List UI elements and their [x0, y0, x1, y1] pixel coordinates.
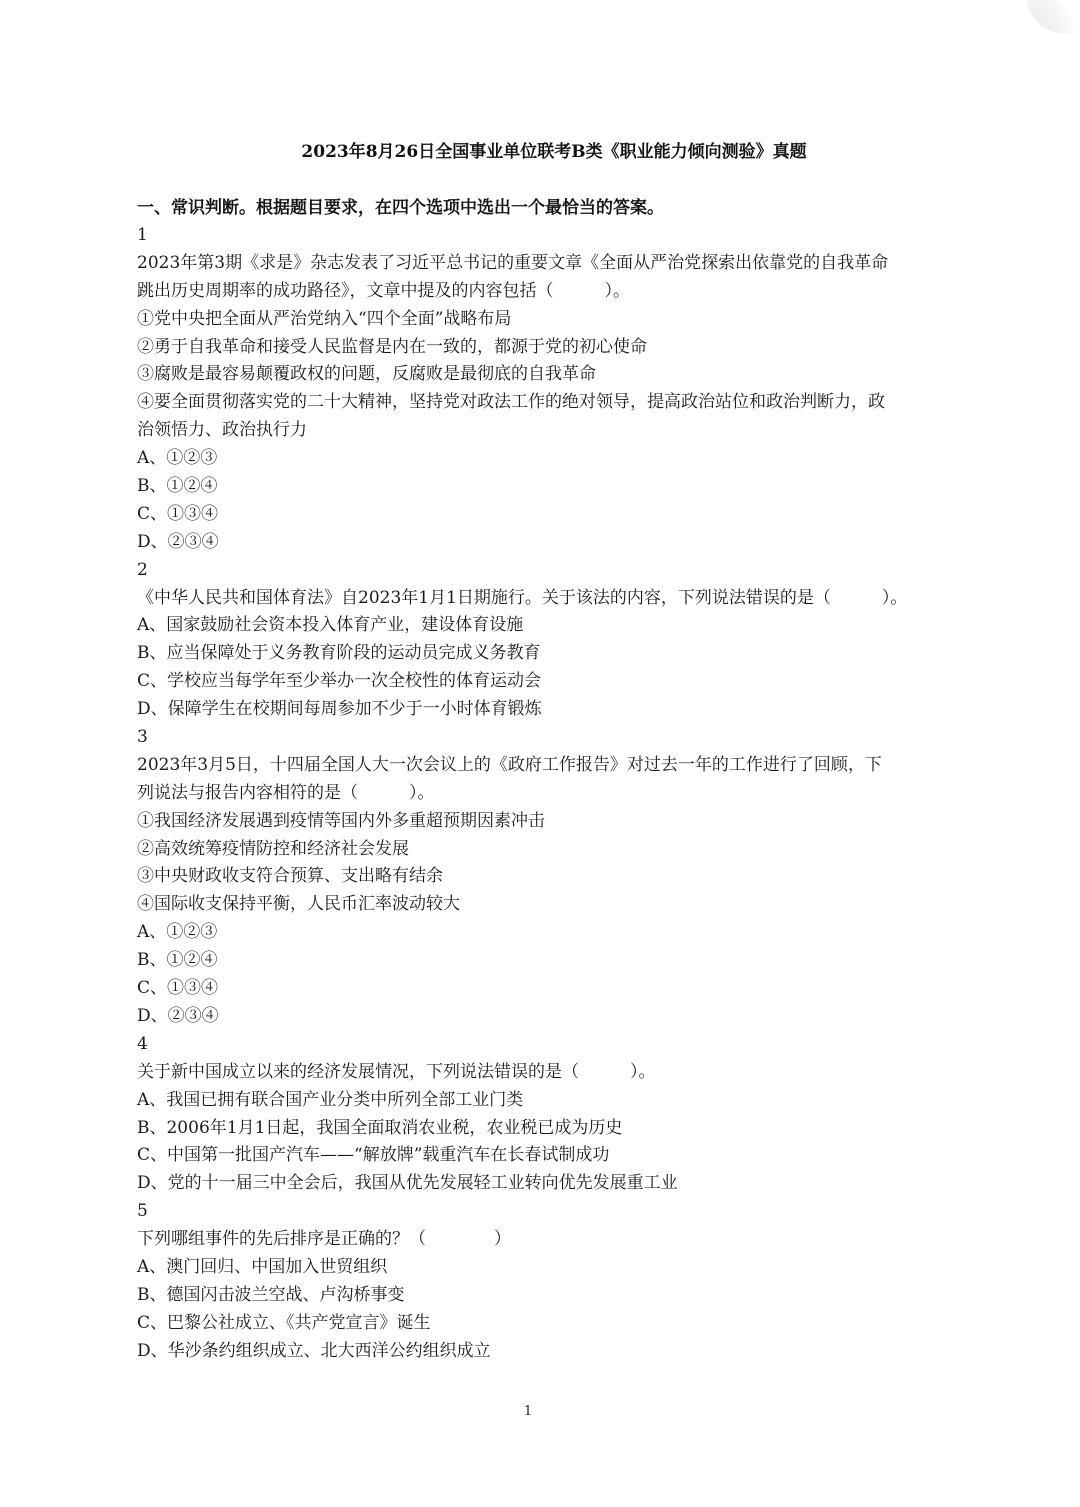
answer-option: D、②③④: [137, 1005, 219, 1026]
answer-option: D、保障学生在校期间每周参加不少于一小时体育锻炼: [137, 699, 542, 720]
statement-item: ①我国经济发展遇到疫情等国内外多重超预期因素冲击: [137, 810, 545, 831]
answer-option: B、①②④: [137, 950, 218, 971]
answer-option: D、②③④: [137, 531, 219, 552]
statement-item: ①党中央把全面从严治党纳入“四个全面”战略布局: [137, 308, 512, 329]
answer-option: A、国家鼓励社会资本投入体育产业，建设体育设施: [137, 615, 524, 636]
answer-option: C、巴黎公社成立、《共产党宣言》诞生: [137, 1312, 431, 1333]
question-number: 2: [137, 559, 148, 580]
answer-option: D、华沙条约组织成立、北大西洋公约组织成立: [137, 1340, 491, 1361]
answer-option: B、①②④: [137, 476, 218, 497]
answer-option: C、①③④: [137, 503, 219, 524]
document-title: 2023年8月26日全国事业单位联考B类《职业能力倾向测验》真题: [301, 142, 807, 162]
text-line: 列说法与报告内容相符的是（ ）。: [137, 782, 435, 803]
statement-item: ③中央财政收支符合预算、支出略有结余: [137, 866, 443, 887]
question-number: 5: [137, 1201, 148, 1222]
answer-option: C、①③④: [137, 978, 219, 999]
answer-option: B、2006年1月1日起，我国全面取消农业税，农业税已成为历史: [137, 1117, 623, 1138]
text-line: 2023年第3期《求是》杂志发表了习近平总书记的重要文章《全面从严治党探索出依靠党的自我革命: [137, 252, 889, 273]
page-curl-corner: [1026, 0, 1080, 34]
answer-option: C、中国第一批国产汽车——“解放牌”载重汽车在长春试制成功: [137, 1145, 610, 1166]
question-number: 1: [137, 225, 148, 245]
statement-item: ②勇于自我革命和接受人民监督是内在一致的，都源于党的初心使命: [137, 336, 647, 357]
text-line: 下列哪组事件的先后排序是正确的？（ ）: [137, 1229, 511, 1250]
statement-item: ④国际收支保持平衡，人民币汇率波动较大: [137, 894, 460, 915]
answer-option: A、①②③: [137, 448, 218, 469]
answer-option: B、应当保障处于义务教育阶段的运动员完成义务教育: [137, 643, 541, 664]
text-line: 2023年3月5日，十四届全国人大一次会议上的《政府工作报告》对过去一年的工作进行了回顾，下: [137, 754, 882, 775]
text-line: 《中华人民共和国体育法》自2023年1月1日期施行。关于该法的内容，下列说法错误的是（ ）。: [137, 587, 908, 608]
answer-option: C、学校应当每学年至少举办一次全校性的体育运动会: [137, 671, 542, 692]
text-line: 跳出历史周期率的成功路径》，文章中提及的内容包括（ ）。: [137, 280, 630, 301]
statement-item: ④要全面贯彻落实党的二十大精神，坚持党对政法工作的绝对领导，提高政治站位和政治判断力，政: [137, 392, 885, 413]
question-body: [137, 222, 982, 1366]
page-number: 1: [523, 1404, 533, 1419]
answer-option: A、我国已拥有联合国产业分类中所列全部工业门类: [137, 1089, 524, 1110]
answer-option: D、党的十一届三中全会后，我国从优先发展轻工业转向优先发展重工业: [137, 1173, 678, 1194]
answer-option: A、澳门回归、中国加入世贸组织: [137, 1256, 388, 1277]
question-number: 4: [137, 1033, 148, 1054]
question-number: 3: [137, 727, 148, 748]
section-heading: 一、常识判断。根据题目要求，在四个选项中选出一个最恰当的答案。: [137, 198, 664, 218]
text-line: 关于新中国成立以来的经济发展情况，下列说法错误的是（ ）。: [137, 1061, 656, 1082]
answer-option: A、①②③: [137, 922, 218, 943]
answer-option: B、德国闪击波兰空战、卢沟桥事变: [137, 1284, 405, 1305]
text-line: 治领悟力、政治执行力: [137, 420, 307, 441]
statement-item: ③腐败是最容易颠覆政权的问题，反腐败是最彻底的自我革命: [137, 364, 596, 385]
statement-item: ②高效统筹疫情防控和经济社会发展: [137, 838, 409, 859]
